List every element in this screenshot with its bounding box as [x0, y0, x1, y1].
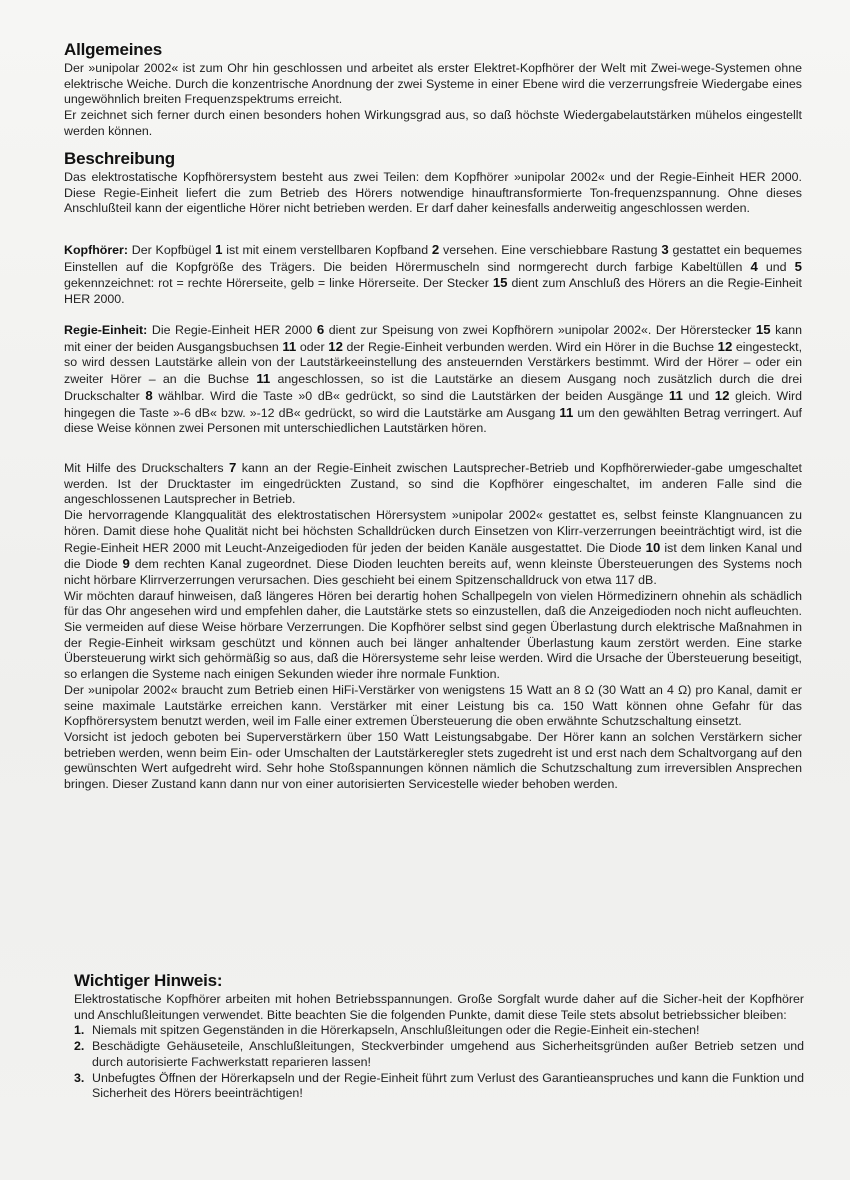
list-item [74, 1023, 804, 1039]
ref-number: 11 [282, 338, 297, 354]
text-run: gestattet ein bequemes Einstellen auf die Kopfgröße des Trägers. Die beiden Hörermuscheln sind normgerecht durch farbige Kabeltüllen [64, 243, 802, 274]
ref-number: 9 [122, 556, 130, 572]
section-druckschalter [64, 460, 802, 793]
ref-number: 10 [645, 539, 661, 555]
ref-number: 12 [328, 338, 343, 354]
ref-number: 6 [316, 322, 325, 337]
kopfhoerer-label: Kopfhörer: [64, 243, 129, 257]
heading-wichtiger-hinweis: Wichtiger Hinweis: [74, 971, 223, 990]
list-number: 2. [74, 1039, 85, 1054]
safety-list [74, 1023, 804, 1102]
text-run: und [682, 388, 715, 403]
text-run: versehen. Eine verschiebbare Rastung [439, 243, 662, 257]
paragraph-allgemeines-1: Der »unipolar 2002« ist zum Ohr hin geschlossen und arbeitet als erster Elektret-Kopfhörer der Welt mit Zwei-wege-Systemen ohne elektrische Weiche. Durch die konzentrische Anordnung der zwei Systeme in einer Ebene wird die verzerrungsfreie Wiedergabe eines ungewöhnlich breiten Frequenzspektrums erreicht. [64, 61, 802, 107]
ref-number: 15 [492, 275, 508, 291]
list-item [74, 1071, 804, 1102]
ref-number: 11 [256, 371, 271, 387]
section-regie-einheit [64, 322, 802, 437]
paragraph-regie-einheit [64, 322, 802, 437]
text-run: und [757, 259, 795, 274]
text-run: angeschlossen, so ist die Lautstärke an diesem Ausgang noch zusätzlich durch die drei Druckschalter [64, 372, 802, 403]
paragraph-klangqualitaet [64, 508, 802, 589]
section-allgemeines [64, 40, 802, 140]
ref-number: 8 [145, 387, 153, 403]
text-run: oder [296, 339, 329, 354]
ref-number: 1 [215, 242, 223, 257]
text-run: Die hervorragende Klangqualität des elektrostatischen Hörersystem »unipolar 2002« gestattet es, selbst feinste Klangnuancen zu hören. Damit diese hohe Qualität nicht bei höchsten Schalldrücken durch Einsetzen von Klirr-verzerrungen beeinträchtigt wird, ist die Regie-Einheit HER 2000 mit Leucht-Anzeigedioden für jeden der beiden Kanäle ausgestattet. Die Diode [64, 508, 802, 555]
text-run: dem rechten Kanal zugeordnet. Diese Dioden leuchten bereits auf, wenn kleinste Übersteuerungen des Systems noch nicht hörbare Klirrverzerrungen verursachen. Dies geschieht bei einem Spitzenschalldruck von etwa 117 dB. [64, 557, 803, 587]
paragraph-verstaerker: Der »unipolar 2002« braucht zum Betrieb einen HiFi-Verstärker von wenigstens 15 Watt an 8 Ω (30 Watt an 4 Ω) pro Kanal, damit er seine maximale Lautstärke erreichen kann. Verstärker mit einer Leistung bis ca. 150 Watt können ohne Gefahr für das Kopfhörersystem benutzt werden, weil im Falle einer extremen Übersteuerung die oben erwähnte Schutzschaltung einsetzt. [64, 682, 802, 729]
paragraph-kopfhoerer [64, 242, 802, 308]
paragraph-allgemeines-2: Er zeichnet sich ferner durch einen besonders hohen Wirkungsgrad aus, so daß höchste Wiedergabelautstärken mühelos eingestellt werden können. [64, 108, 802, 138]
ref-number: 7 [229, 460, 237, 475]
paragraph-druckschalter [64, 460, 802, 508]
paragraph-hinweis-schallpegel: Wir möchten darauf hinweisen, daß längeres Hören bei derartig hohen Schallpegeln von vielen Hörmedizinern ohnehin als schädlich für das Ohr angesehen wird und empfehlen daher, die Lautstärke stets so einzustellen, daß die Anzeigedioden noch nicht aufleuchten. Sie vermeiden auf diese Weise hörbare Verzerrungen. Die Kopfhörer selbst sind gegen Überlastung durch elektrische Maßnahmen in der Regie-Einheit wirksam geschützt und können auch bei länger anhaltender Überlastung kaum zerstört werden. Eine starke Übersteuerung wirkt sich gehörmäßig so aus, daß die Hörersysteme sehr leise werden. Wird die Ursache der Übersteuerung beseitigt, so erlangen die Systeme nach einigen Sekunden wieder ihre normale Funktion. [64, 588, 802, 682]
text-run: kann an der Regie-Einheit zwischen Lautsprecher-Betrieb und Kopfhörerwieder-gabe umgeschaltet werden. Ist der Drucktaster im eingedrückten Zustand, so sind die Kopfhörer eingeschaltet, im anderen Falle sind die angeschlossenen Lautsprecher in Betrieb. [64, 461, 802, 507]
paragraph-hinweis-intro: Elektrostatische Kopfhörer arbeiten mit hohen Betriebsspannungen. Große Sorgfalt wurde daher auf die Sicher-heit der Kopfhörer und Anschlußleitungen verwendet. Bitte beachten Sie die folgenden Punkte, damit diese Teile stets absolut betriebssicher bleiben: [74, 992, 804, 1022]
ref-number: 12 [717, 338, 733, 354]
ref-number: 3 [661, 242, 669, 257]
text-run: dient zum Anschluß des Hörers an die Regie-Einheit HER 2000. [64, 276, 802, 307]
ref-number: 11 [559, 404, 574, 420]
list-item-text: Niemals mit spitzen Gegenständen in die Hörerkapseln, Anschlußleitungen oder die Regie-Einheit ein-stechen! [92, 1023, 700, 1038]
regie-label: Regie-Einheit: [64, 323, 148, 337]
ref-number: 15 [755, 322, 771, 337]
ref-number: 2 [431, 242, 440, 257]
list-item [74, 1039, 804, 1070]
section-wichtiger-hinweis [74, 971, 804, 1102]
text-run: Mit Hilfe des Druckschalters [64, 461, 230, 475]
section-kopfhoerer [64, 242, 802, 308]
text-run: Die Regie-Einheit HER 2000 [147, 323, 317, 337]
text-run: ist mit einem verstellbaren Kopfband [222, 243, 432, 257]
heading-allgemeines: Allgemeines [64, 40, 162, 59]
text-run: gleich. Wird hingegen die Taste »-6 dB« bzw. »-12 dB« gedrückt, so wird die Lautstärke am Ausgang [64, 388, 803, 420]
list-item-text: Beschädigte Gehäuseteile, Anschlußleitungen, Steckverbinder umgehend aus Sicherheitsgründen außer Betrieb setzen und durch autorisierte Fachwerkstatt reparieren lassen! [92, 1039, 804, 1069]
text-run: um den gewählten Betrag verringert. Auf diese Weise können zwei Personen mit unterschiedlichen Lautstärken hören. [64, 405, 802, 436]
heading-beschreibung: Beschreibung [64, 149, 175, 168]
text-run: eingesteckt, so wird dessen Lautstärke allein von der Lautstärkeeinstellung des ansteuernden Verstärkers bestimmt. Wird der Hörer – oder ein zweiter Hörer – an die Buchse [64, 339, 803, 387]
text-run: der Regie-Einheit verbunden werden. Wird ein Hörer in die Buchse [342, 339, 718, 354]
text-run: kann mit einer der beiden Ausgangsbuchsen [64, 323, 802, 354]
ref-number: 12 [714, 387, 730, 403]
ref-number: 4 [750, 258, 758, 274]
list-item-text: Unbefugtes Öffnen der Hörerkapseln und der Regie-Einheit führt zum Verlust des Garantieanspruches und kann die Funktion und Sicherheit des Hörers beeinträchtigen! [92, 1070, 804, 1101]
ref-number: 11 [668, 387, 683, 403]
text-run: wählbar. Wird die Taste »0 dB« gedrückt, so sind die Lautstärken der beiden Ausgänge [152, 388, 669, 403]
text-run: dient zur Speisung von zwei Kopfhörern »unipolar 2002«. Der Hörerstecker [324, 323, 756, 337]
text-run: Der Kopfbügel [128, 243, 216, 257]
list-number: 3. [74, 1070, 85, 1085]
list-number: 1. [74, 1023, 85, 1038]
ref-number: 5 [794, 258, 802, 274]
section-beschreibung [64, 149, 802, 217]
paragraph-beschreibung-intro: Das elektrostatische Kopfhörersystem besteht aus zwei Teilen: dem Kopfhörer »unipolar 2002« und der Regie-Einheit HER 2000. Diese Regie-Einheit liefert die zum Betrieb des Hörers notwendige hinauftransformierte Ton-frequenzspannung. Ohne dieses Anschlußteil kann der eigentliche Hörer nicht betrieben werden. Er darf daher keinesfalls anderweitig angeschlossen werden. [64, 170, 802, 216]
text-run: gekennzeichnet: rot = rechte Hörerseite, gelb = linke Hörerseite. Der Stecker [64, 276, 493, 291]
paragraph-superverstaerker: Vorsicht ist jedoch geboten bei Superverstärkern über 150 Watt Leistungsabgabe. Der Hörer kann an solchen Verstärkern sicher betrieben werden, wenn beim Ein- oder Umschalten der Lautstärkeregler stets zugedreht ist und erst nach dem Schaltvorgang auf den gewünschten Wert aufgedreht wird. Sehr hohe Stoßspannungen können nämlich die Schutzschaltung zum irreversiblen Ansprechen bringen. Dieser Zustand kann dann nur von einer autorisierten Servicestelle wieder behoben werden. [64, 729, 802, 792]
text-run: ist dem linken Kanal und die Diode [64, 540, 802, 572]
